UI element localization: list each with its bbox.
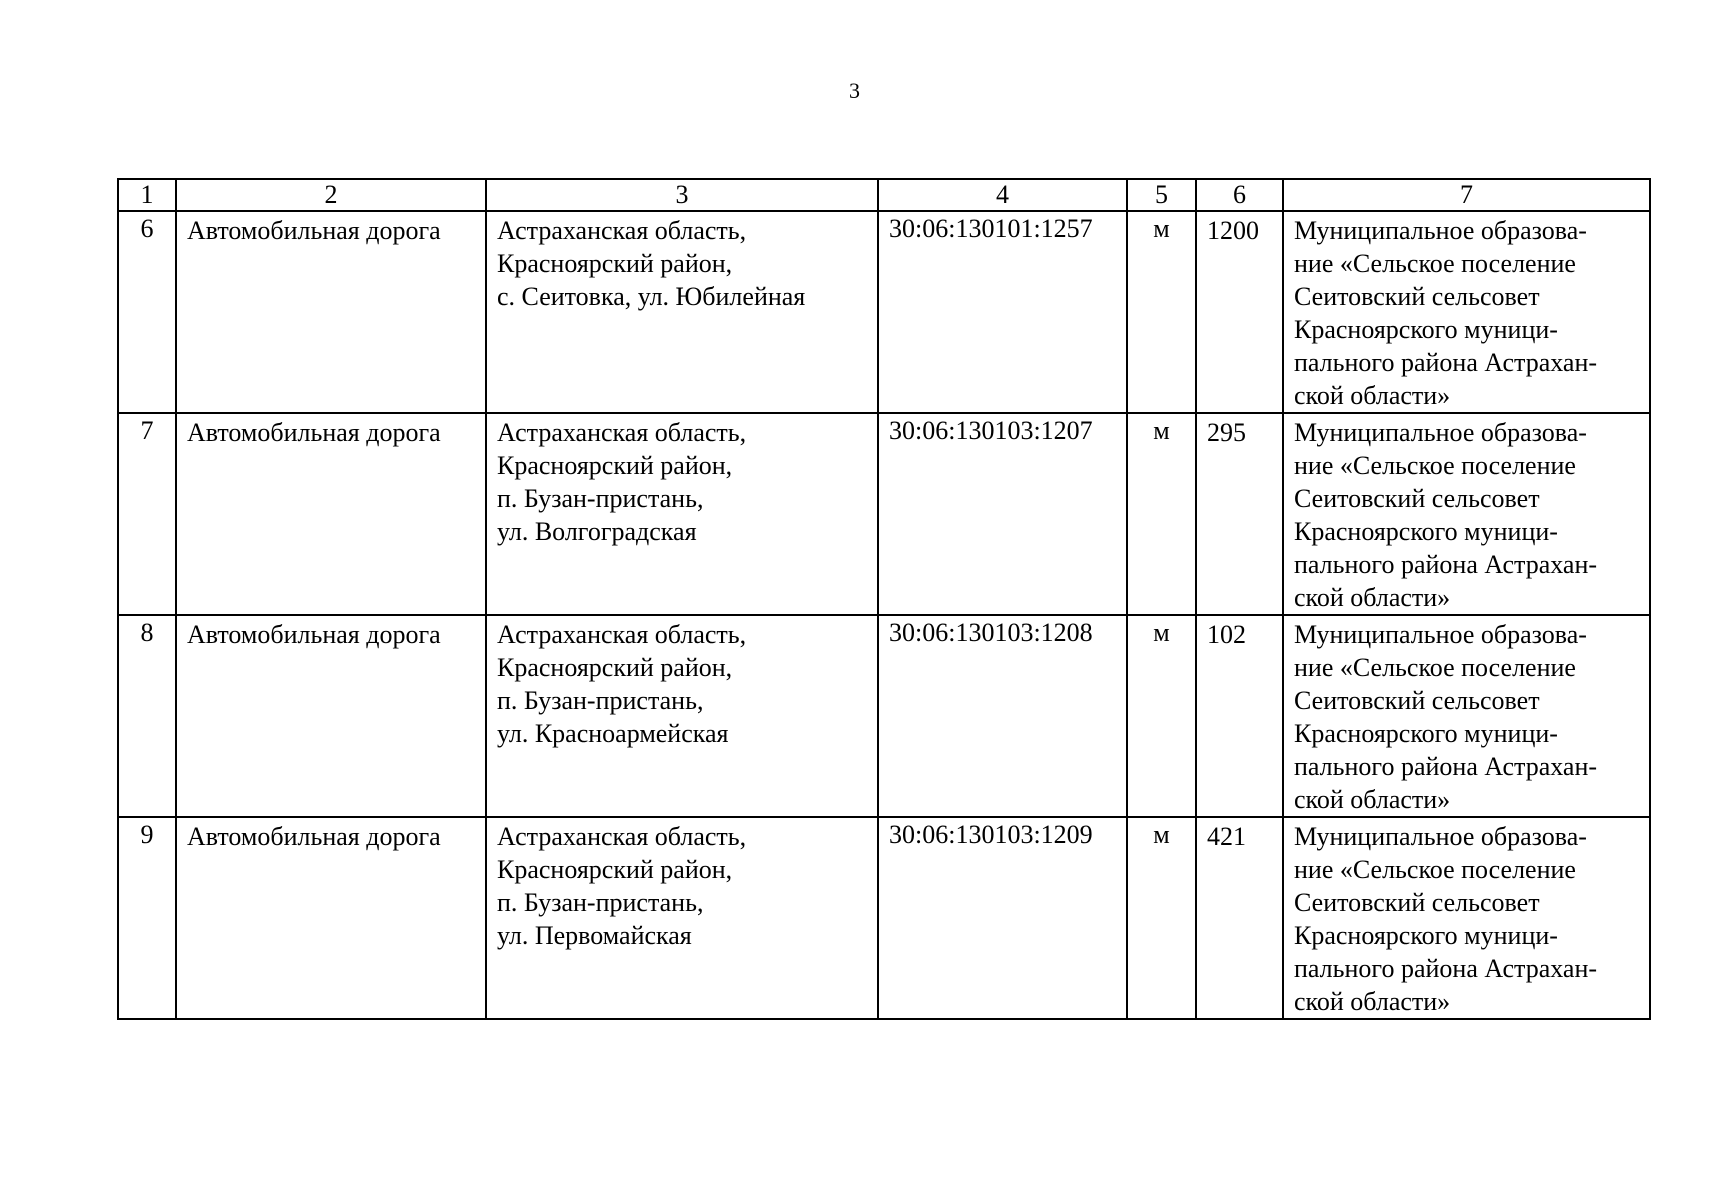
- length-value: 421: [1196, 817, 1283, 1019]
- table-row: [118, 211, 1650, 413]
- address-line: ул. Волгоградская: [497, 517, 697, 546]
- object-address: [486, 413, 878, 615]
- owner-line: пального района Астрахан-: [1294, 954, 1598, 983]
- owner-line: Муниципальное образова-: [1294, 822, 1587, 851]
- owner-line: ние «Сельское поселение: [1294, 855, 1576, 884]
- row-number: 8: [118, 615, 176, 817]
- address-line: Астраханская область,: [497, 822, 747, 851]
- column-number: 3: [486, 179, 878, 211]
- owner-line: Муниципальное образова-: [1294, 418, 1587, 447]
- owner: [1283, 211, 1650, 413]
- owner-line: пального района Астрахан-: [1294, 348, 1598, 377]
- owner-line: Красноярского муници-: [1294, 517, 1558, 546]
- address-line: ул. Первомайская: [497, 921, 692, 950]
- object-name: Автомобильная дорога: [176, 413, 486, 615]
- object-name: Автомобильная дорога: [176, 615, 486, 817]
- cadastral-number: 30:06:130103:1209: [878, 817, 1127, 1019]
- owner: [1283, 817, 1650, 1019]
- address-line: Красноярский район,: [497, 855, 733, 884]
- owner-line: Красноярского муници-: [1294, 921, 1558, 950]
- row-number: 9: [118, 817, 176, 1019]
- address-line: Астраханская область,: [497, 216, 747, 245]
- unit: м: [1127, 211, 1196, 413]
- object-name: Автомобильная дорога: [176, 817, 486, 1019]
- property-table: [117, 178, 1651, 1020]
- address-line: п. Бузан-пристань,: [497, 484, 704, 513]
- unit: м: [1127, 615, 1196, 817]
- table-row: [118, 615, 1650, 817]
- owner-line: ской области»: [1294, 583, 1451, 612]
- column-number: 6: [1196, 179, 1283, 211]
- owner: [1283, 413, 1650, 615]
- address-line: Красноярский район,: [497, 249, 733, 278]
- address-line: Астраханская область,: [497, 418, 747, 447]
- object-address: [486, 211, 878, 413]
- cadastral-number: 30:06:130103:1207: [878, 413, 1127, 615]
- owner-line: ние «Сельское поселение: [1294, 249, 1576, 278]
- owner-line: ской области»: [1294, 987, 1451, 1016]
- owner-line: ние «Сельское поселение: [1294, 653, 1576, 682]
- owner-line: ской области»: [1294, 381, 1451, 410]
- owner-line: пального района Астрахан-: [1294, 752, 1598, 781]
- owner: [1283, 615, 1650, 817]
- address-line: Астраханская область,: [497, 620, 747, 649]
- object-address: [486, 615, 878, 817]
- column-number: 2: [176, 179, 486, 211]
- column-number-row: [118, 179, 1650, 211]
- address-line: п. Бузан-пристань,: [497, 686, 704, 715]
- row-number: 6: [118, 211, 176, 413]
- address-line: Красноярский район,: [497, 653, 733, 682]
- owner-line: Сеитовский сельсовет: [1294, 282, 1540, 311]
- length-value: 1200: [1196, 211, 1283, 413]
- owner-line: Муниципальное образова-: [1294, 620, 1587, 649]
- address-line: с. Сеитовка, ул. Юбилейная: [497, 282, 806, 311]
- address-line: п. Бузан-пристань,: [497, 888, 704, 917]
- object-address: [486, 817, 878, 1019]
- owner-line: ние «Сельское поселение: [1294, 451, 1576, 480]
- owner-line: Сеитовский сельсовет: [1294, 484, 1540, 513]
- table-row: [118, 413, 1650, 615]
- length-value: 102: [1196, 615, 1283, 817]
- owner-line: Сеитовский сельсовет: [1294, 686, 1540, 715]
- unit: м: [1127, 817, 1196, 1019]
- length-value: 295: [1196, 413, 1283, 615]
- table-row: [118, 817, 1650, 1019]
- owner-line: Муниципальное образова-: [1294, 216, 1587, 245]
- column-number: 5: [1127, 179, 1196, 211]
- object-name: Автомобильная дорога: [176, 211, 486, 413]
- cadastral-number: 30:06:130103:1208: [878, 615, 1127, 817]
- address-line: ул. Красноармейская: [497, 719, 729, 748]
- row-number: 7: [118, 413, 176, 615]
- address-line: Красноярский район,: [497, 451, 733, 480]
- owner-line: Сеитовский сельсовет: [1294, 888, 1540, 917]
- unit: м: [1127, 413, 1196, 615]
- column-number: 7: [1283, 179, 1650, 211]
- owner-line: Красноярского муници-: [1294, 315, 1558, 344]
- cadastral-number: 30:06:130101:1257: [878, 211, 1127, 413]
- column-number: 4: [878, 179, 1127, 211]
- owner-line: пального района Астрахан-: [1294, 550, 1598, 579]
- owner-line: Красноярского муници-: [1294, 719, 1558, 748]
- page-number: 3: [849, 78, 860, 103]
- owner-line: ской области»: [1294, 785, 1451, 814]
- column-number: 1: [118, 179, 176, 211]
